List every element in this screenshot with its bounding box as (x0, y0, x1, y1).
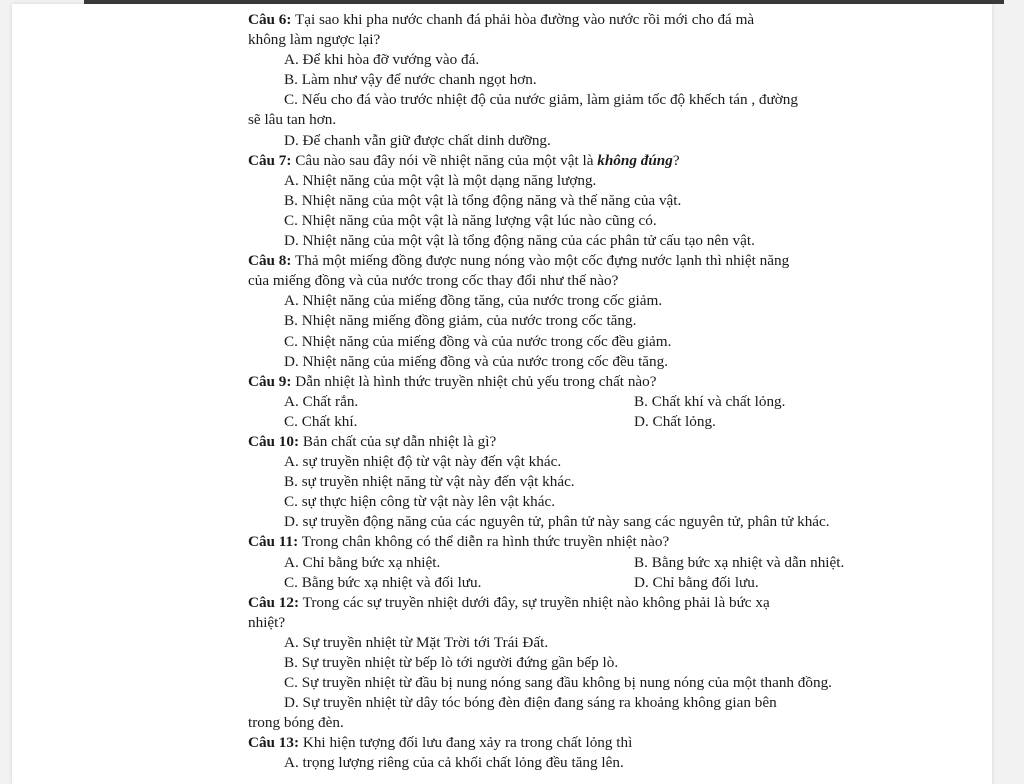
option-b: B. Sự truyền nhiệt từ bếp lò tới người đứng gần bếp lò. (284, 654, 619, 671)
question-label: Câu 12: (248, 593, 300, 611)
option-a: A. sự truyền nhiệt độ từ vật này đến vật khác. (284, 453, 562, 471)
option-a: A. Sự truyền nhiệt từ Mặt Trời tới Trái Đất. (284, 633, 549, 651)
question-text: Trong chân không có thể diễn ra hình thức truyền nhiệt nào? (298, 533, 670, 551)
option-a: A. Chỉ bằng bức xạ nhiệt. (284, 553, 441, 571)
question-6 (248, 10, 888, 30)
question-text-end: ? (672, 151, 680, 169)
option-d: D. Sự truyền nhiệt từ dây tóc bóng đèn điện đang sáng ra khoảng không gian bên (284, 694, 777, 712)
option-c: C. Sự truyền nhiệt từ đầu bị nung nóng sang đầu không bị nung nóng của một thanh đồng. (284, 674, 832, 692)
document-body (248, 10, 888, 774)
option-b: B. Bằng bức xạ nhiệt và dẫn nhiệt. (634, 553, 845, 571)
question-label: Câu 8: (248, 252, 292, 270)
question-text: Dẫn nhiệt là hình thức truyền nhiệt chủ yếu trong chất nào? (291, 372, 657, 390)
option-a: A. Chất rắn. (284, 392, 359, 410)
question-text: Khi hiện tượng đối lưu đang xảy ra trong chất lỏng thì (299, 734, 633, 752)
question-emphasis: không đúng (597, 151, 673, 169)
option-b: B. Chất khí và chất lỏng. (634, 392, 786, 410)
question-12 (248, 593, 888, 613)
question-label: Câu 7: (248, 151, 292, 169)
option-d: D. Nhiệt năng của một vật là tổng động năng của các phân tử cấu tạo nên vật. (284, 232, 755, 250)
question-text-cont: của miếng đồng và của nước trong cốc thay đổi như thế nào? (248, 272, 619, 290)
option-d-cont: trong bóng đèn. (248, 714, 344, 732)
question-7 (248, 151, 888, 171)
question-10 (248, 432, 888, 452)
option-c: C. Bằng bức xạ nhiệt và đối lưu. (284, 573, 482, 591)
question-text: Câu nào sau đây nói về nhiệt năng của một vật là (291, 151, 598, 169)
option-c: C. Nhiệt năng của miếng đồng và của nước trong cốc đều giảm. (284, 332, 672, 350)
option-c: C. Nhiệt năng của một vật là năng lượng vật lúc nào cũng có. (284, 211, 657, 229)
question-text-cont: nhiệt? (248, 613, 286, 631)
question-label: Câu 6: (248, 11, 292, 28)
options-row (248, 392, 888, 412)
option-d: D. sự truyền động năng của các nguyên tử, phân tử này sang các nguyên tử, phân tử khác. (284, 513, 830, 531)
option-a: A. Để khi hòa đỡ vướng vào đá. (284, 51, 480, 69)
options-row (248, 553, 888, 573)
option-d: D. Để chanh vẫn giữ được chất dinh dưỡng. (284, 131, 551, 149)
options-row (248, 573, 888, 593)
question-text: Bản chất của sự dẫn nhiệt là gì? (299, 432, 497, 450)
question-9 (248, 372, 888, 392)
question-label: Câu 11: (248, 533, 299, 551)
question-text: Thả một miếng đồng được nung nóng vào một cốc đựng nước lạnh thì nhiệt năng (291, 252, 790, 270)
options-row (248, 412, 888, 432)
option-a: A. Nhiệt năng của một vật là một dạng năng lượng. (284, 171, 597, 189)
option-d: D. Chất lỏng. (634, 412, 716, 430)
option-b: B. Nhiệt năng miếng đồng giảm, của nước trong cốc tăng. (284, 312, 637, 330)
option-a: A. trọng lượng riêng của cả khối chất lỏng đều tăng lên. (284, 754, 624, 772)
option-d: D. Nhiệt năng của miếng đồng và của nước trong cốc đều tăng. (284, 352, 669, 370)
question-label: Câu 10: (248, 432, 300, 450)
option-d: D. Chỉ bằng đối lưu. (634, 573, 759, 591)
option-c: C. Chất khí. (284, 412, 358, 430)
question-11 (248, 532, 888, 552)
option-b: B. Nhiệt năng của một vật là tổng động năng và thế năng của vật. (284, 191, 682, 209)
question-text-cont: không làm ngược lại? (248, 31, 381, 49)
question-text: Tại sao khi pha nước chanh đá phải hòa đường vào nước rồi mới cho đá mà (291, 11, 755, 28)
option-b: B. sự truyền nhiệt năng từ vật này đến vật khác. (284, 473, 575, 491)
question-label: Câu 13: (248, 734, 300, 752)
option-c-cont: sẽ lâu tan hơn. (248, 111, 337, 129)
option-a: A. Nhiệt năng của miếng đồng tăng, của nước trong cốc giảm. (284, 292, 663, 310)
option-b: B. Làm như vậy để nước chanh ngọt hơn. (284, 71, 537, 89)
question-13 (248, 733, 888, 753)
option-c: C. Nếu cho đá vào trước nhiệt độ của nước giảm, làm giảm tốc độ khếch tán , đường (284, 91, 798, 109)
question-8 (248, 251, 888, 271)
question-text: Trong các sự truyền nhiệt dưới đây, sự truyền nhiệt nào không phải là bức xạ (299, 593, 770, 611)
document-page (12, 4, 992, 784)
option-c: C. sự thực hiện công từ vật này lên vật khác. (284, 493, 556, 511)
question-label: Câu 9: (248, 372, 292, 390)
